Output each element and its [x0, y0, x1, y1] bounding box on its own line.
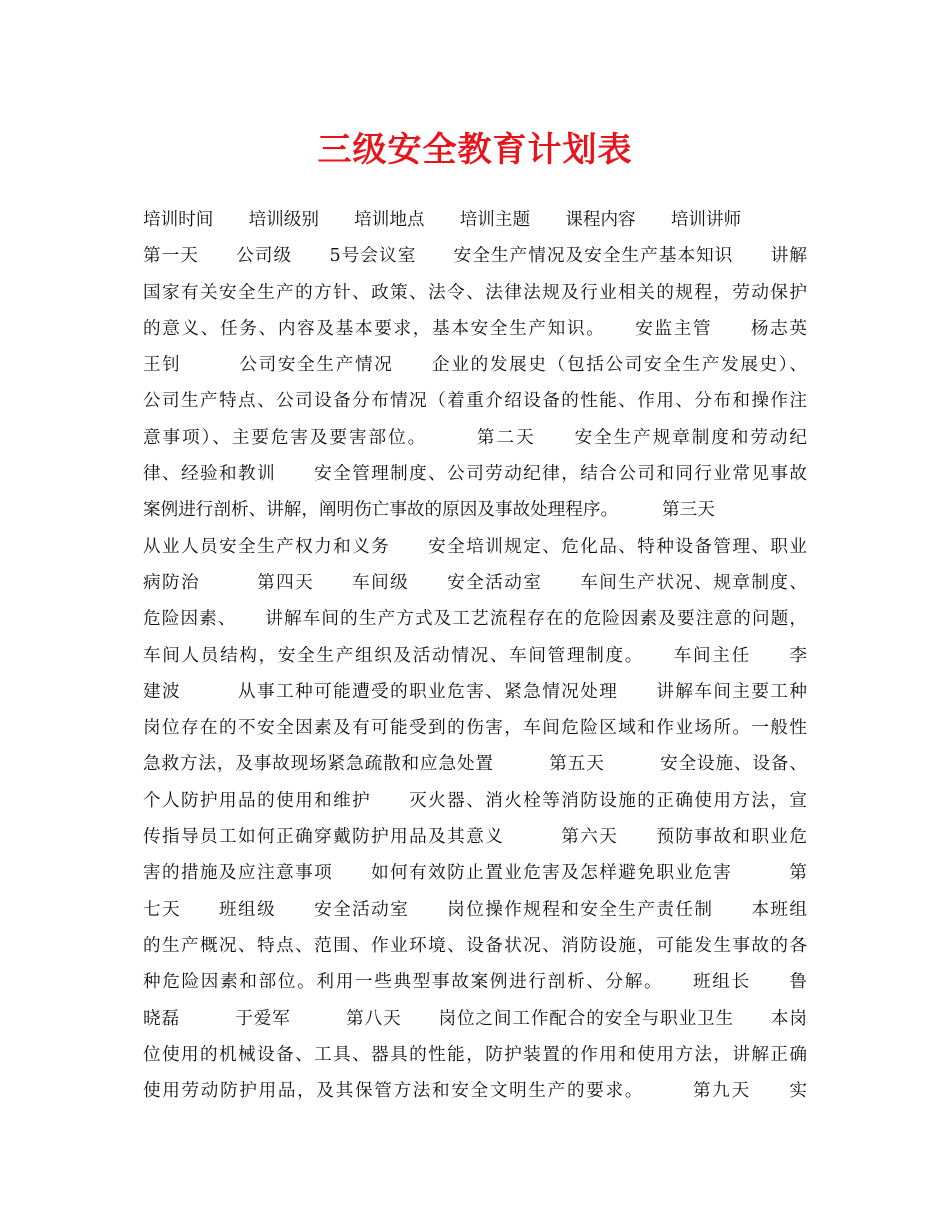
- text-line: 病防治 第四天 车间级 安全活动室 车间生产状况、规章制度、: [143, 572, 807, 593]
- text-line: 传指导员工如何正确穿戴防护用品及其意义 第六天 预防事故和职业危: [143, 827, 807, 848]
- text-line: 的生产概况、特点、范围、作业环境、设备状况、消防设施，可能发生事故的各: [143, 935, 807, 956]
- text-line: 公司生产特点、公司设备分布情况（着重介绍设备的性能、作用、分布和操作注: [143, 391, 807, 412]
- text-line: 晓磊 于爱军 第八天 岗位之间工作配合的安全与职业卫生 本岗: [143, 1008, 807, 1029]
- text-line: 从业人员安全生产权力和义务 安全培训规定、危化品、特种设备管理、职业: [143, 536, 807, 557]
- text-line: 案例进行剖析、讲解，阐明伤亡事故的原因及事故处理程序。 第三天: [143, 500, 715, 521]
- text-line: 车间人员结构，安全生产组织及活动情况、车间管理制度。 车间主任 李: [143, 645, 807, 666]
- text-line: 培训时间 培训级别 培训地点 培训主题 课程内容 培训讲师: [143, 210, 742, 230]
- text-line: 害的措施及应注意事项 如何有效防止置业危害及怎样避免职业危害 第: [143, 863, 807, 884]
- text-line: 的意义、任务、内容及基本要求，基本安全生产知识。 安监主管 杨志英: [143, 318, 807, 339]
- text-line: 建波 从事工种可能遭受的职业危害、紧急情况处理 讲解车间主要工种: [143, 681, 807, 702]
- text-line: 王钊 公司安全生产情况 企业的发展史（包括公司安全生产发展史）、: [143, 355, 807, 376]
- text-line: 个人防护用品的使用和维护 灭火器、消火栓等消防设施的正确使用方法，宣: [143, 790, 807, 811]
- text-line: 使用劳动防护用品，及其保管方法和安全文明生产的要求。 第九天 实: [143, 1081, 807, 1102]
- text-line: 急救方法，及事故现场紧急疏散和应急处置 第五天 安全设施、设备、: [143, 754, 807, 775]
- text-line: 种危险因素和部位。利用一些典型事故案例进行剖析、分解。 班组长 鲁: [143, 972, 807, 993]
- text-line: 位使用的机械设备、工具、器具的性能，防护装置的作用和使用方法，讲解正确: [143, 1044, 807, 1065]
- text-line: 岗位存在的不安全因素及有可能受到的伤害，车间危险区域和作业场所。一般性: [143, 718, 807, 739]
- text-line: 危险因素、 讲解车间的生产方式及工艺流程存在的危险因素及要注意的问题，: [143, 609, 807, 630]
- text-line: 国家有关安全生产的方针、政策、法令、法律法规及行业相关的规程，劳动保护: [143, 282, 807, 303]
- text-line: 意事项）、主要危害及要害部位。 第二天 安全生产规章制度和劳动纪: [143, 427, 807, 448]
- text-line: 七天 班组级 安全活动室 岗位操作规程和安全生产责任制 本班组: [143, 899, 807, 920]
- text-line: 律、经验和教训 安全管理制度、公司劳动纪律，结合公司和同行业常见事故: [143, 464, 807, 485]
- document-title: 三级安全教育计划表: [317, 130, 633, 170]
- document-body: [143, 202, 807, 1109]
- text-line: 第一天 公司级 5号会议室 安全生产情况及安全生产基本知识 讲解: [143, 246, 807, 267]
